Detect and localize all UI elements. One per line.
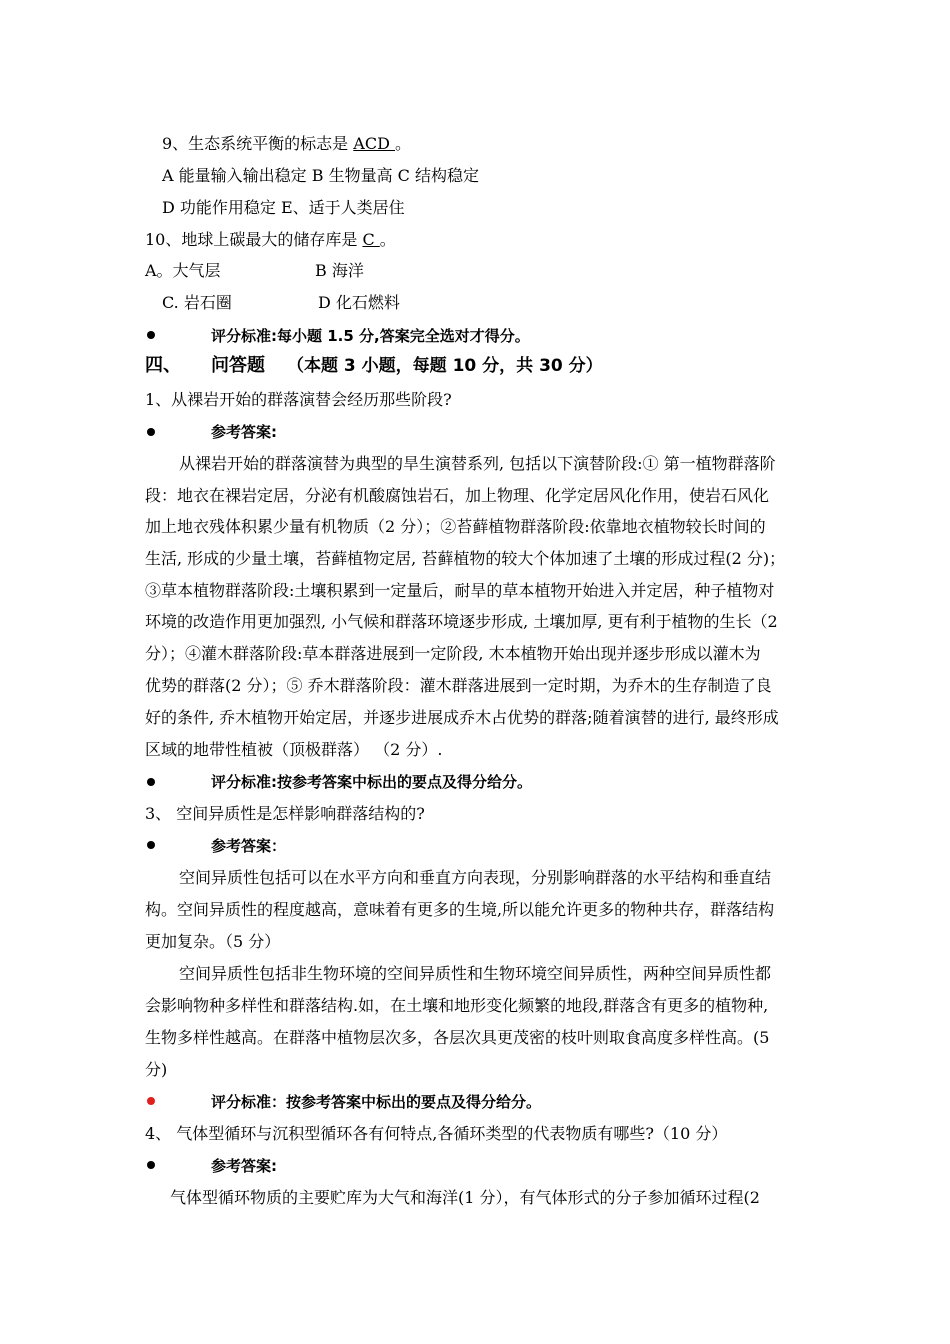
s4q3-answer-line: 生物多样性越高。在群落中植物层次多，各层次具更茂密的枝叶则取食高度多样性高。(5 bbox=[145, 1028, 770, 1047]
s4q1-criteria: 评分标准:按参考答案中标出的要点及得分给分。 bbox=[211, 773, 533, 791]
bullet-icon bbox=[147, 428, 155, 436]
s4q3-answer-line: 空间异质性包括非生物环境的空间异质性和生物环境空间异质性，两种空间异质性都 bbox=[179, 964, 772, 983]
s4q3-answer-line: 构。空间异质性的程度越高，意味着有更多的生境,所以能允许更多的物种共存，群落结构 bbox=[145, 900, 775, 919]
s4q1-answer-line: 段：地衣在裸岩定居，分泌有机酸腐蚀岩石，加上物理、化学定居风化作用，使岩石风化 bbox=[145, 486, 770, 505]
q9-answer: ACD bbox=[353, 134, 395, 153]
q9-options-line2: D 功能作用稳定 E、适于人类居住 bbox=[162, 198, 405, 217]
s4q3-answer-line: 会影响物种多样性和群落结构.如，在土壤和地形变化频繁的地段,群落含有更多的植物种, bbox=[145, 996, 769, 1015]
q10-answer: C bbox=[362, 230, 380, 249]
bullet-icon bbox=[147, 841, 155, 849]
s4q1-answer-line: ③草本植物群落阶段:土壤积累到一定量后，耐旱的草本植物开始进入并定居，种子植物对 bbox=[145, 581, 775, 600]
q9-options-line1: A 能量输入输出稳定 B 生物量高 C 结构稳定 bbox=[162, 166, 479, 185]
s4q1-answer-line: 生活, 形成的少量土壤，苔藓植物定居, 苔藓植物的较大个体加速了土壤的形成过程(2 分)； bbox=[145, 549, 786, 568]
q10-question bbox=[145, 230, 396, 250]
s4q3-ref-label: 参考答案： bbox=[211, 837, 287, 855]
s4q1-answer-line: 加上地衣残体积累少量有机物质（2 分）；②苔藓植物群落阶段:依靠地衣植物较长时间的 bbox=[145, 517, 766, 536]
s4q3-answer-line: 空间异质性包括可以在水平方向和垂直方向表现，分别影响群落的水平结构和垂直结 bbox=[179, 868, 772, 887]
s4q4-question: 4、 气体型循环与沉积型循环各有何特点,各循环类型的代表物质有哪些?（10 分） bbox=[145, 1124, 728, 1143]
s4q4-ref-label: 参考答案: bbox=[211, 1157, 277, 1175]
section-4-title: 问答题 bbox=[211, 355, 265, 376]
s4q4-answer-line: 气体型循环物质的主要贮库为大气和海洋(1 分），有气体形式的分子参加循环过程(2 bbox=[170, 1188, 760, 1207]
section-4-note: （本题 3 小题，每题 10 分，共 30 分） bbox=[287, 356, 603, 376]
s4q1-answer-line: 从裸岩开始的群落演替为典型的旱生演替系列, 包括以下演替阶段:① 第一植物群落阶 bbox=[179, 454, 776, 473]
s4q1-answer-line: 环境的改造作用更加强烈, 小气候和群落环境逐步形成, 土壤加厚, 更有利于植物的生长（2 bbox=[145, 612, 778, 631]
section-4-heading bbox=[145, 356, 603, 376]
q10-option-d: D 化石燃料 bbox=[318, 293, 400, 312]
q10-option-b: B 海洋 bbox=[315, 261, 364, 280]
s4q1-question: 1、从裸岩开始的群落演替会经历那些阶段? bbox=[145, 390, 452, 409]
s4q1-answer-line: 区域的地带性植被（顶极群落） （2 分）. bbox=[145, 740, 443, 759]
q9-suffix: 。 bbox=[395, 134, 412, 153]
s4q3-criteria: 评分标准：按参考答案中标出的要点及得分给分。 bbox=[211, 1093, 542, 1111]
s4q1-ref-label: 参考答案: bbox=[211, 423, 277, 441]
bullet-icon bbox=[147, 1097, 155, 1105]
s4q3-answer-line: 更加复杂。（5 分） bbox=[145, 932, 281, 951]
q9-question bbox=[162, 134, 411, 154]
q10-prefix: 10、地球上碳最大的储存库是 bbox=[145, 230, 363, 249]
bullet-icon bbox=[147, 331, 155, 339]
s4q3-question: 3、 空间异质性是怎样影响群落结构的? bbox=[145, 804, 425, 823]
q10-option-a: A。大气层 bbox=[145, 261, 221, 280]
s4q1-answer-line: 好的条件, 乔木植物开始定居，并逐步进展成乔木占优势的群落;随着演替的进行, 最终形成 bbox=[145, 708, 779, 727]
s4q1-answer-line: 优势的群落(2 分）；⑤ 乔木群落阶段：灌木群落进展到一定时期，为乔木的生存制造了良 bbox=[145, 676, 772, 695]
bullet-icon bbox=[147, 778, 155, 786]
section-4-number: 四、 bbox=[145, 355, 181, 376]
q10-suffix: 。 bbox=[379, 230, 396, 249]
s4q1-answer-line: 分）；④灌木群落阶段:草本群落进展到一定阶段, 木本植物开始出现并逐步形成以灌木为 bbox=[145, 644, 761, 663]
q9-prefix: 9、生态系统平衡的标志是 bbox=[162, 134, 354, 153]
q10-option-c: C. 岩石圈 bbox=[162, 293, 232, 312]
criteria-1: 评分标准:每小题 1.5 分,答案完全选对才得分。 bbox=[211, 327, 530, 345]
s4q3-answer-line: 分) bbox=[145, 1060, 168, 1079]
bullet-icon bbox=[147, 1161, 155, 1169]
